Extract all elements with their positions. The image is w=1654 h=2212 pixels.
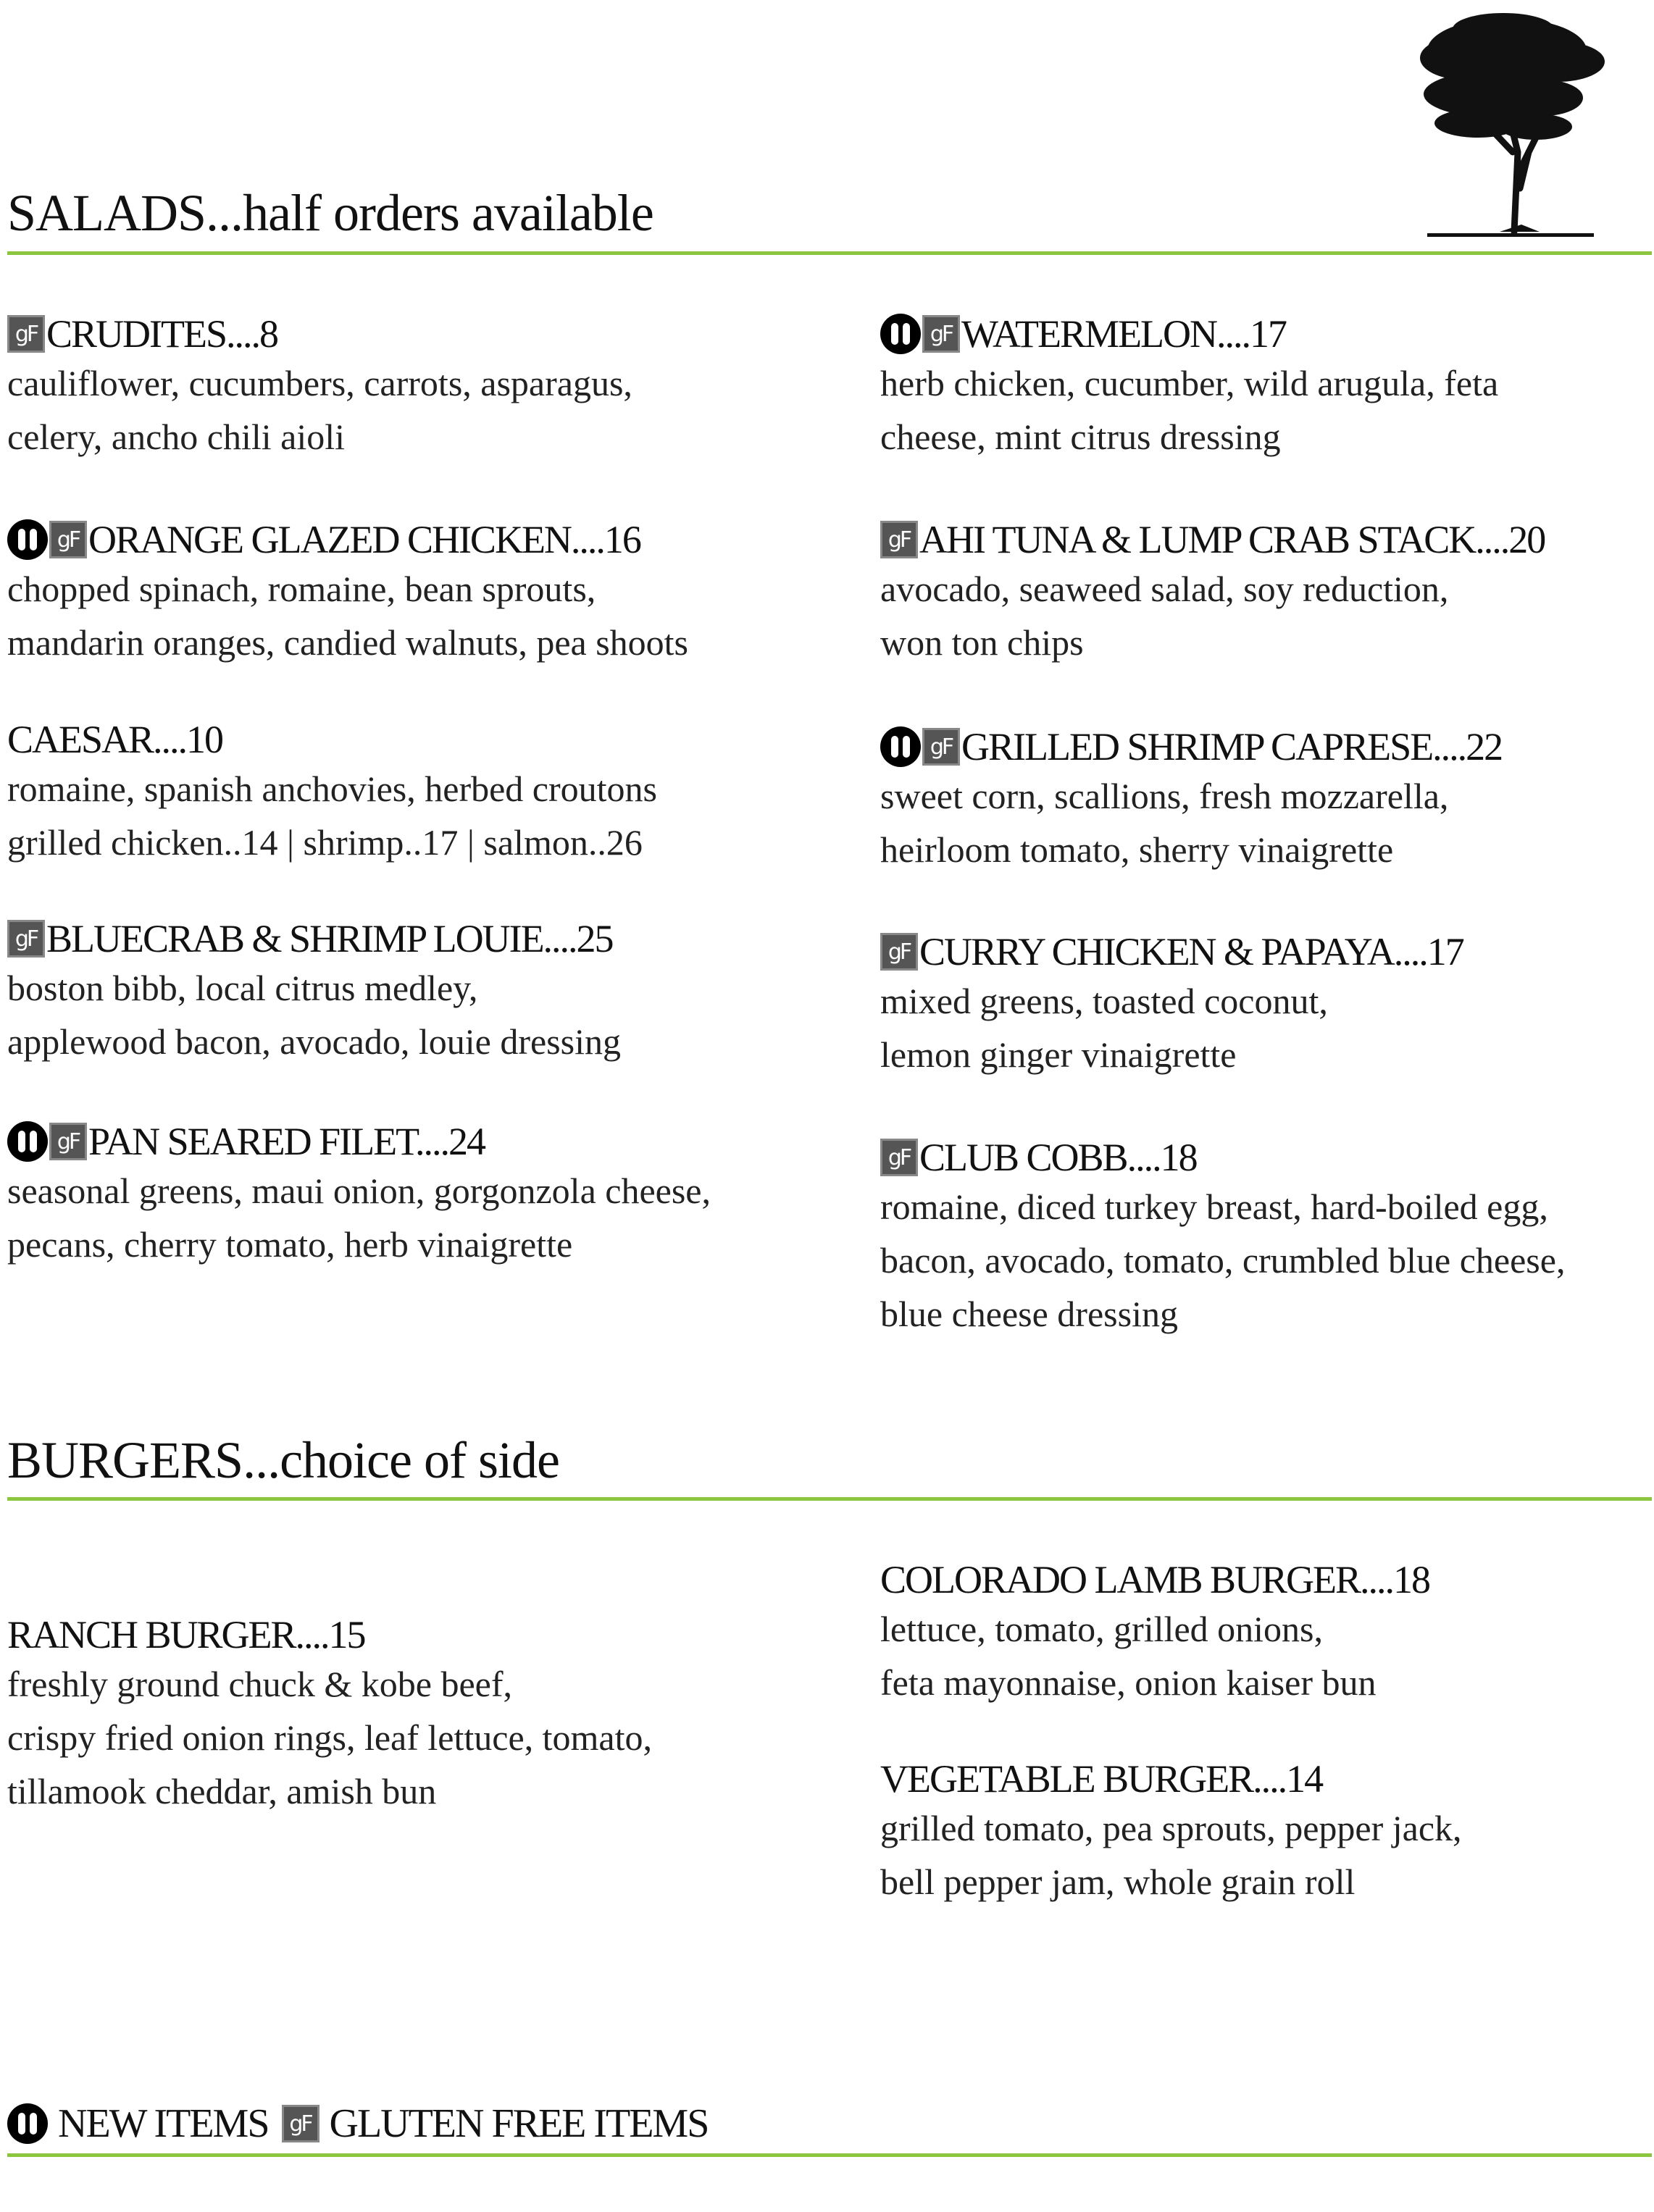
menu-item-description-line: won ton chips (880, 622, 1084, 663)
salads-subtitle: half orders available (243, 184, 653, 242)
menu-item-header (880, 1756, 1654, 1801)
menu-item-description-line: avocado, seaweed salad, soy reduction, (880, 569, 1449, 609)
menu-item-name: BLUECRAB & SHRIMP LOUIE....25 (46, 917, 613, 960)
gluten-free-icon: gF (880, 521, 918, 558)
footer-divider (7, 2153, 1652, 2157)
burgers-subtitle: choice of side (280, 1431, 559, 1489)
menu-item (7, 916, 826, 1068)
menu-item-name: ORANGE GLAZED CHICKEN....16 (88, 518, 640, 561)
new-item-icon (880, 726, 921, 767)
menu-item (880, 1557, 1654, 1709)
gluten-free-icon: gF (282, 2105, 319, 2142)
menu-item (880, 1756, 1654, 1909)
menu-item-header (7, 311, 826, 356)
menu-item (7, 517, 826, 669)
menu-item-description-line: mixed greens, toasted coconut, (880, 981, 1328, 1021)
gluten-free-icon: gF (7, 315, 45, 353)
menu-item-header (880, 311, 1654, 356)
menu-item-description-line: boston bibb, local citrus medley, (7, 968, 478, 1008)
menu-item-description-line: cauliflower, cucumbers, carrots, asparagus, (7, 363, 632, 403)
new-item-icon (7, 519, 48, 560)
menu-item-name: WATERMELON....17 (961, 312, 1286, 356)
tree-logo (1413, 7, 1608, 239)
burgers-title: BURGERS... (7, 1431, 280, 1489)
menu-item-name: CLUB COBB....18 (919, 1136, 1197, 1179)
salads-title: SALADS... (7, 184, 243, 242)
legend-gf-label: GLUTEN FREE ITEMS (329, 2101, 709, 2146)
menu-item-header (880, 724, 1654, 769)
menu-item (7, 717, 826, 869)
menu-item-description-line: feta mayonnaise, onion kaiser bun (880, 1662, 1377, 1703)
menu-item (880, 517, 1654, 669)
menu-item-description-line: celery, ancho chili aioli (7, 416, 345, 457)
menu-item-description-line: chopped spinach, romaine, bean sprouts, (7, 569, 596, 609)
gluten-free-icon: gF (49, 521, 87, 558)
menu-item-header (7, 517, 826, 562)
menu-item-description-line: crispy fried onion rings, leaf lettuce, tomato, (7, 1717, 653, 1758)
menu-item-description-line: romaine, diced turkey breast, hard-boiled egg, (880, 1186, 1548, 1227)
gluten-free-icon: gF (922, 315, 960, 353)
menu-item-description-line: cheese, mint citrus dressing (880, 416, 1281, 457)
menu-item-header (7, 1612, 826, 1657)
menu-item-name: COLORADO LAMB BURGER....18 (880, 1558, 1430, 1601)
menu-item-name: PAN SEARED FILET....24 (88, 1120, 485, 1163)
gluten-free-icon: gF (7, 920, 45, 958)
menu-item-header (880, 1557, 1654, 1602)
menu-item-description-line: seasonal greens, maui onion, gorgonzola cheese, (7, 1170, 711, 1211)
new-item-icon (7, 1121, 48, 1162)
icon-legend (7, 2100, 721, 2147)
menu-item-description-line: applewood bacon, avocado, louie dressing (7, 1021, 621, 1062)
menu-item-description-line: romaine, spanish anchovies, herbed croutons (7, 768, 657, 809)
menu-item-description-line: tillamook cheddar, amish bun (7, 1771, 437, 1811)
salads-heading (7, 184, 653, 242)
menu-item-description-line: bell pepper jam, whole grain roll (880, 1861, 1356, 1902)
menu-item-name: CURRY CHICKEN & PAPAYA....17 (919, 930, 1463, 973)
menu-item-description-line: mandarin oranges, candied walnuts, pea shoots (7, 622, 689, 663)
gluten-free-icon: gF (880, 1139, 918, 1176)
menu-item-description-line: sweet corn, scallions, fresh mozzarella, (880, 776, 1449, 816)
gluten-free-icon: gF (49, 1123, 87, 1160)
menu-item-name: GRILLED SHRIMP CAPRESE....22 (961, 725, 1503, 768)
menu-item-description-line: blue cheese dressing (880, 1294, 1178, 1334)
menu-item-header (880, 929, 1654, 974)
menu-item-description-line: grilled tomato, pea sprouts, pepper jack, (880, 1808, 1462, 1848)
menu-item-description-line: heirloom tomato, sherry vinaigrette (880, 829, 1394, 870)
menu-item (7, 1612, 826, 1818)
menu-item-description-line: freshly ground chuck & kobe beef, (7, 1664, 512, 1704)
menu-item (880, 724, 1654, 876)
new-item-icon (880, 314, 921, 354)
menu-item-header (880, 517, 1654, 562)
menu-item-header (880, 1135, 1654, 1180)
menu-item (880, 929, 1654, 1081)
gluten-free-icon: gF (922, 728, 960, 766)
menu-item-header (7, 1119, 826, 1164)
legend-new-label: NEW ITEMS (58, 2101, 269, 2146)
menu-item (7, 311, 826, 464)
new-item-icon (7, 2103, 48, 2144)
menu-item (7, 1119, 826, 1271)
salads-divider (7, 251, 1652, 255)
menu-item-description-line: herb chicken, cucumber, wild arugula, feta (880, 363, 1499, 403)
menu-item-header (7, 717, 826, 762)
menu-item-description-line: lettuce, tomato, grilled onions, (880, 1609, 1323, 1649)
menu-item-name: CAESAR....10 (7, 718, 223, 761)
menu-item (880, 311, 1654, 464)
menu-item-name: AHI TUNA & LUMP CRAB STACK....20 (919, 518, 1545, 561)
menu-item-description-line: grilled chicken..14 | shrimp..17 | salmon..26 (7, 822, 643, 863)
burgers-divider (7, 1497, 1652, 1501)
menu-item-header (7, 916, 826, 961)
menu-item-name: CRUDITES....8 (46, 312, 278, 356)
menu-item-description-line: pecans, cherry tomato, herb vinaigrette (7, 1224, 573, 1265)
menu-item (880, 1135, 1654, 1341)
burgers-heading (7, 1431, 559, 1489)
menu-item-name: VEGETABLE BURGER....14 (880, 1757, 1323, 1801)
gluten-free-icon: gF (880, 933, 918, 971)
menu-item-description-line: bacon, avocado, tomato, crumbled blue cheese, (880, 1240, 1566, 1281)
menu-item-description-line: lemon ginger vinaigrette (880, 1034, 1237, 1075)
menu-item-name: RANCH BURGER....15 (7, 1613, 365, 1656)
